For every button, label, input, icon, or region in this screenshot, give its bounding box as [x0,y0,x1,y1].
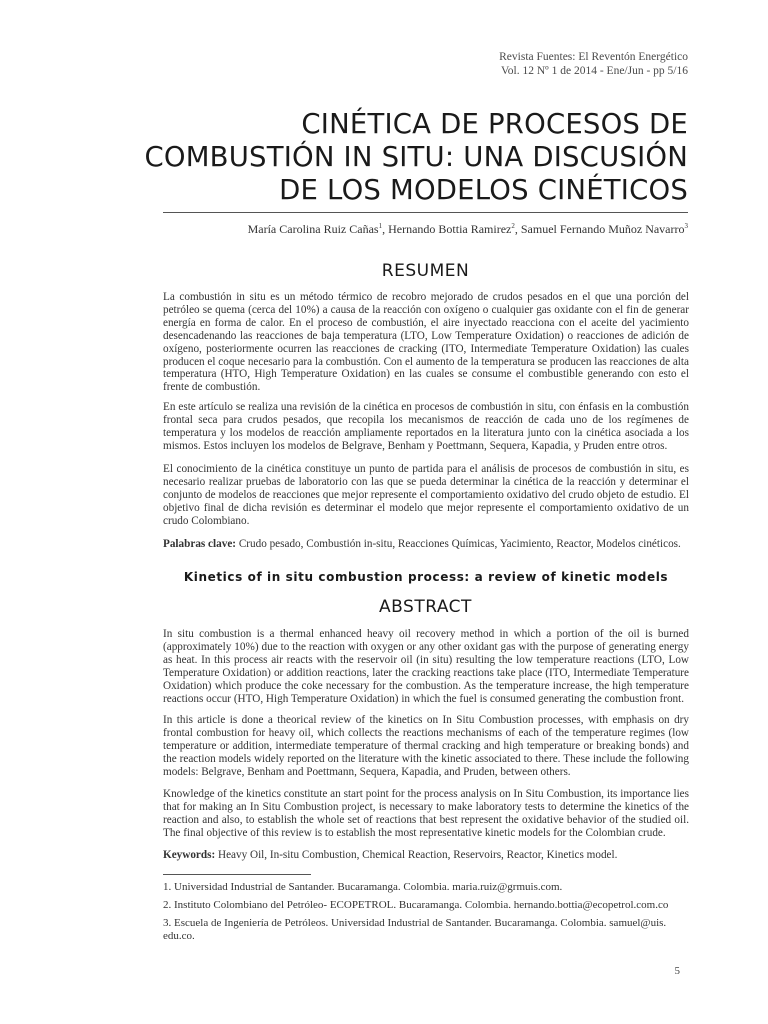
abstract-paragraph: In situ combustion is a thermal enhanced heavy oil recovery method in which a portion of the oil is burned (approximately 10%) due to the reaction with oxygen or any other oxidant gas with the purpose of generating energy as heat. In this process air reacts with the reservoir oil (in situ) resulting the low temperature reactions (LTO, Low Temperature Oxidation) or addition reactions, later the cracking reactions take place (ITO, Intermediate Temperature Oxidation) which produce the coke necessary for the combustion. As the temperature increase, the high temperature reactions occur (HTO, High Temperature Oxidation) in which the fuel is consumed generating the combustion front. [163,628,689,705]
keywords-label: Palabras clave: [163,538,237,550]
abstract-keywords [163,849,689,862]
keywords-text: Heavy Oil, In-situ Combustion, Chemical Reaction, Reservoirs, Reactor, Kinetics model. [215,849,618,861]
english-title: Kinetics of in situ combustion process: a review of kinetic models [183,570,669,584]
footnote: 2. Instituto Colombiano del Petróleo- ECOPETROL. Bucaramanga. Colombia. hernando.bottia@ecopetrol.com.co [163,899,669,911]
resumen-heading: RESUMEN [381,261,470,281]
abstract-paragraph: In this article is done a theorical review of the kinetics on In Situ Combustion processes, with emphasis on dry frontal combustion for heavy oil, which collects the reactions mechanisms of each of the temperature regimes (low temperature or addition, intermediate temperature of thermal cracking and high temperature or breaking bonds) and the reaction models widely reported on the literature with the kinetic associated to there. These include the following models: Belgrave, Benham and Poettmann, Sequera, Kapadia, and Pruden, between others. [163,714,689,778]
page-number: 5 [674,965,680,977]
title-line: COMBUSTIÓN IN SITU: UNA DISCUSIÓN [144,141,688,173]
author-name: Hernando Bottia Ramirez [388,222,512,236]
title-divider [163,212,688,213]
footnote: 1. Universidad Industrial de Santander. Bucaramanga. Colombia. maria.ruiz@grmuis.com. [163,881,563,893]
resumen-paragraph: El conocimiento de la cinética constituye un punto de partida para el análisis de procesos de combustión in situ, es necesario realizar pruebas de laboratorio con las que se pueda determinar la cinética de la reacción y determinar el conjunto de modelos de reacciones que mejor represente el comportamiento oxidativo del crudo objeto de estudio. El objetivo final de dicha revisión es determinar el modelo que mejor represente el comportamiento oxidativo de un crudo Colombiano. [163,463,689,527]
article-title [68,108,688,207]
title-line: DE LOS MODELOS CINÉTICOS [279,174,688,206]
keywords-text: Crudo pesado, Combustión in-situ, Reacciones Químicas, Yacimiento, Reactor, Modelos cinéticos. [236,538,681,550]
footnote-divider [163,874,311,875]
journal-name: Revista Fuentes: El Reventón Energético [499,51,688,63]
author-ref: 1 [378,222,383,230]
author-list [248,222,688,237]
author-ref: 3 [684,222,688,230]
keywords-label: Keywords: [163,849,216,861]
resumen-keywords [163,538,689,551]
title-line: CINÉTICA DE PROCESOS DE [301,108,688,140]
author-name: Samuel Fernando Muñoz Navarro [520,222,685,236]
abstract-heading: ABSTRACT [379,597,472,617]
journal-header [499,50,688,78]
author-name: María Carolina Ruiz Cañas [247,222,379,236]
resumen-paragraph: En este artículo se realiza una revisión de la cinética en procesos de combustión in situ, con énfasis en la combustión frontal seca para crudos pesados, que recopila los mecanismos de reacción de cada uno de los regímenes de temperatura y los modelos de reacción ampliamente reportados en la literatura junto con la cinética asociada a los mismos. Estos incluyen los modelos de Belgrave, Benham y Poettmann, Sequera, Kapadia, y Pruden entre otros. [163,401,689,452]
resumen-paragraph: La combustión in situ es un método térmico de recobro mejorado de crudos pesados en el que una porción del petróleo se quema (cerca del 10%) a causa de la reacción con oxígeno o cualquier gas oxidante con el fin de generar energía en forma de calor. En el proceso de combustión, el aire inyectado reacciona con el aceite del yacimiento desencadenando las reacciones de baja temperatura (LTO, Low Temperature Oxidation) o reacciones de adición de oxígeno, posteriormente ocurren las reacciones de cracking (ITO, Intermediate Temperature Oxidation) las cuales producen el coque necesario para la combustión. Con el aumento de la temperatura se producen las reacciones de alta temperatura (HTO, High Temperature Oxidation) en las cuales se consume el combustible generando con esto el frente de combustión. [163,291,689,394]
author-separator: , [382,222,389,236]
footnote: 3. Escuela de Ingeniería de Petróleos. Universidad Industrial de Santander. Bucaramanga. Colombia. samuel@uis. edu.co. [163,917,667,942]
abstract-paragraph: Knowledge of the kinetics constitute an start point for the process analysis on In Situ Combustion, its importance lies that for making an In Situ Combustion project, is necessary to make laboratory tests to determine the kinetics of the reaction and also, to establish the whole set of reactions that best represent the oxidative behavior of the studied oil. The final objective of this review is to establish the most representative kinetic models for the Colombian crude. [163,788,689,839]
author-separator: , [514,222,521,236]
journal-issue: Vol. 12 Nº 1 de 2014 - Ene/Jun - pp 5/16 [500,65,688,77]
author-ref: 2 [511,222,515,230]
